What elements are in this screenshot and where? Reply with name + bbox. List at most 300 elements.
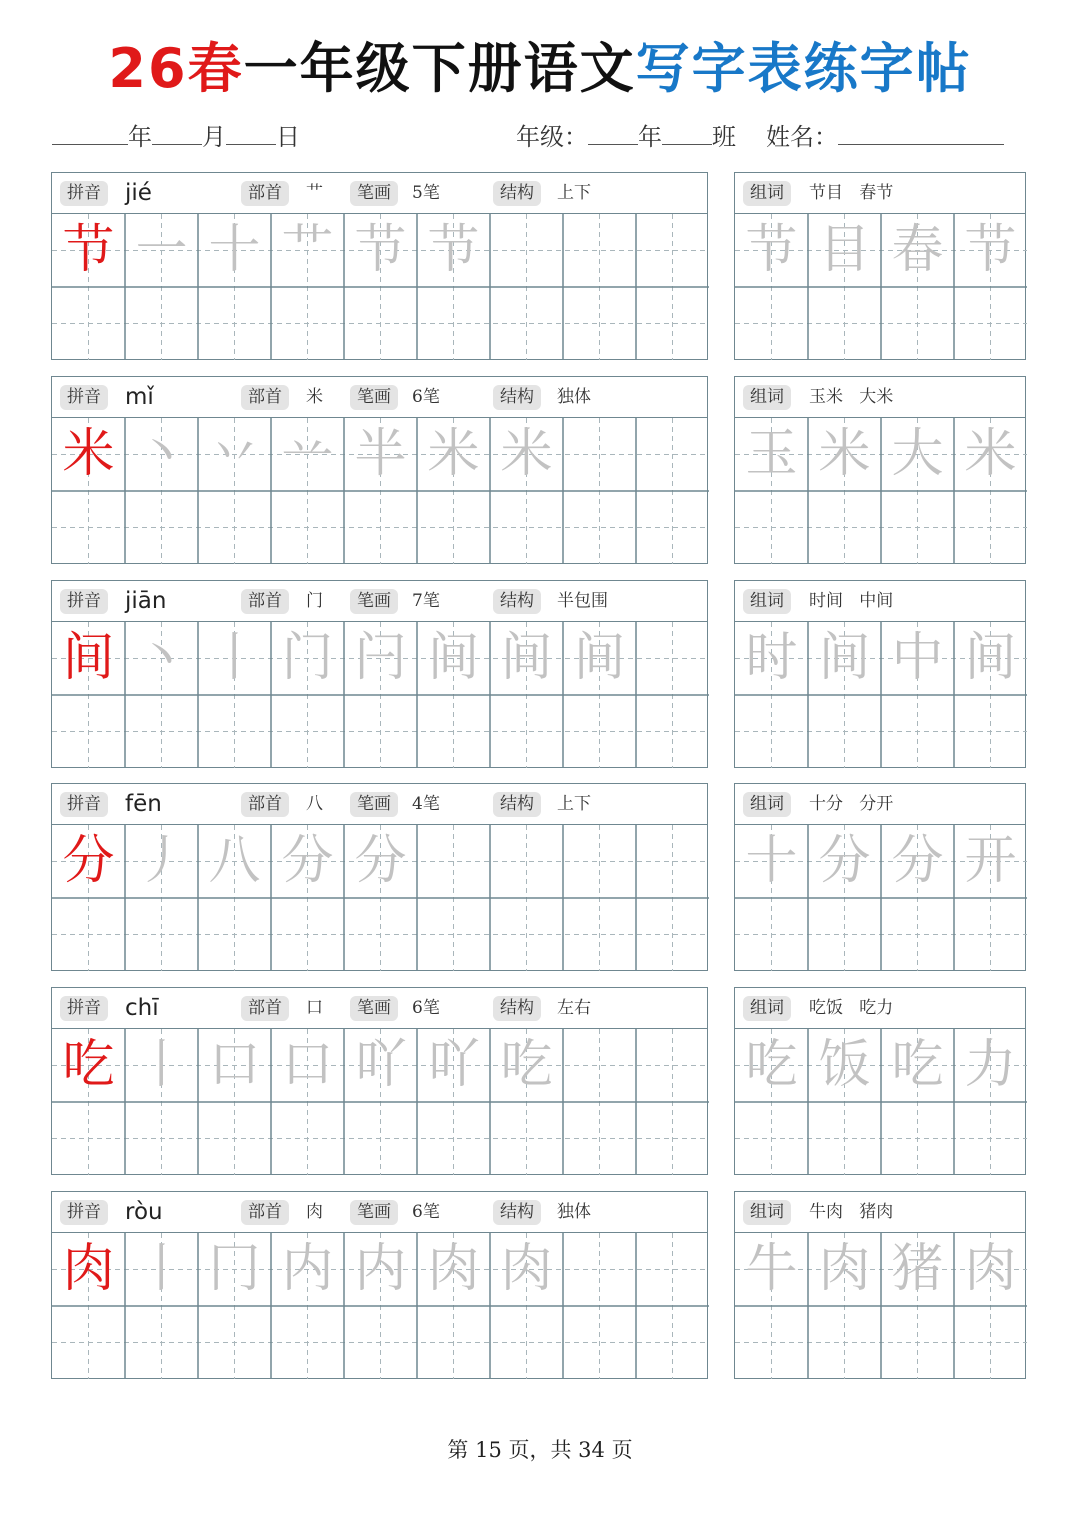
structure-tag: 结构 [493,996,541,1021]
pinyin-tag: 拼音 [60,385,108,410]
word-trace-cell[interactable] [735,622,808,695]
day-label: 日 [276,123,300,151]
radical-tag: 部首 [241,996,289,1021]
practice-cell[interactable] [490,825,563,898]
practice-cell[interactable] [636,1306,709,1379]
practice-cell[interactable] [271,491,344,564]
word-info-row [735,581,1025,622]
practice-cell[interactable] [954,1102,1027,1175]
practice-cell[interactable] [563,825,636,898]
practice-cell[interactable] [808,491,881,564]
words-value: 牛肉 猪肉 [809,1202,894,1222]
stroke-order-cell[interactable] [198,622,271,695]
practice-cell[interactable] [198,898,271,971]
practice-cell[interactable] [52,1102,125,1175]
practice-cell[interactable] [881,491,954,564]
practice-cell[interactable] [198,695,271,768]
stroke-order-cell[interactable] [344,622,417,695]
grade-label: 年级： [516,123,588,151]
trace-character: 米 [427,424,480,484]
pinyin-value: jiān [125,588,167,614]
practice-cell[interactable] [125,898,198,971]
practice-cell[interactable] [563,1306,636,1379]
practice-cell[interactable] [344,287,417,360]
practice-cell[interactable] [417,898,490,971]
practice-cell[interactable] [52,898,125,971]
practice-cell[interactable] [125,491,198,564]
word-trace-cell[interactable] [954,418,1027,491]
structure-value: 上下 [557,183,591,203]
practice-cell[interactable] [954,1306,1027,1379]
structure-tag: 结构 [493,1200,541,1225]
words-tag: 组词 [743,1200,791,1225]
practice-cell[interactable] [808,1102,881,1175]
practice-cell[interactable] [490,1306,563,1379]
practice-cell[interactable] [636,898,709,971]
word-practice-block [734,580,1026,768]
word-writing-grid [735,418,1025,563]
word-trace-cell[interactable] [808,622,881,695]
word-trace-cell[interactable] [881,1029,954,1102]
writing-grid [52,1029,707,1174]
trace-character: 丨 [135,1239,188,1299]
structure-tag: 结构 [493,589,541,614]
practice-cell[interactable] [563,1029,636,1102]
trace-character: 丶 [135,424,188,484]
practice-cell[interactable] [636,1029,709,1102]
stroke-order-cell[interactable] [271,622,344,695]
word-trace-cell[interactable] [881,1233,954,1306]
word-trace-cell[interactable] [954,1029,1027,1102]
practice-cell[interactable] [490,1102,563,1175]
practice-cell[interactable] [417,1102,490,1175]
practice-cell[interactable] [636,287,709,360]
stroke-order-cell[interactable] [344,418,417,491]
radical-tag: 部首 [241,385,289,410]
stroke-order-cell[interactable] [198,1029,271,1102]
practice-cell[interactable] [198,491,271,564]
pinyin-tag: 拼音 [60,1200,108,1225]
word-info-row [735,173,1025,214]
word-trace-cell[interactable] [735,1029,808,1102]
model-character-cell[interactable] [52,825,125,898]
model-character-cell[interactable] [52,1029,125,1102]
stroke-order-cell[interactable] [125,1233,198,1306]
title-part-3: 写字表练字帖 [635,37,972,100]
strokes-value: 5笔 [412,183,440,203]
practice-cell[interactable] [954,491,1027,564]
writing-grid [52,622,707,767]
character-practice-block [51,783,708,971]
stroke-order-cell[interactable] [125,418,198,491]
pinyin-value: mǐ [125,384,154,410]
practice-cell[interactable] [808,287,881,360]
trace-character: 吃 [500,1035,553,1095]
practice-cell[interactable] [52,287,125,360]
stroke-order-cell[interactable] [344,825,417,898]
radical-value: 肉 [306,1202,323,1222]
practice-cell[interactable] [563,1102,636,1175]
strokes-tag: 笔画 [350,181,398,206]
strokes-value: 6笔 [412,998,440,1018]
word-trace-cell[interactable] [881,622,954,695]
practice-cell[interactable] [52,491,125,564]
words-value: 时间 中间 [809,591,894,611]
trace-character: 内 [281,1239,334,1299]
trace-character: 节 [427,220,480,280]
word-trace-cell[interactable] [735,418,808,491]
trace-character: 时 [745,628,798,688]
word-trace-cell[interactable] [881,214,954,287]
word-trace-cell[interactable] [808,1029,881,1102]
practice-cell[interactable] [344,695,417,768]
word-trace-cell[interactable] [881,825,954,898]
practice-cell[interactable] [636,214,709,287]
trace-character: 春 [891,220,944,280]
practice-cell[interactable] [881,1306,954,1379]
stroke-order-cell[interactable] [125,622,198,695]
trace-character: 吃 [745,1035,798,1095]
practice-cell[interactable] [52,695,125,768]
trace-character: 猪 [891,1239,944,1299]
trace-character: 饭 [818,1035,871,1095]
trace-character: 米 [500,424,553,484]
name-blank[interactable] [838,122,1004,145]
word-writing-grid [735,622,1025,767]
trace-character: 目 [818,220,871,280]
model-character: 吃 [62,1035,115,1095]
practice-cell[interactable] [636,418,709,491]
trace-character: 一 [135,220,188,280]
word-trace-cell[interactable] [808,214,881,287]
strokes-value: 4笔 [412,794,440,814]
stroke-order-cell[interactable] [271,1029,344,1102]
trace-character: 肉 [818,1239,871,1299]
practice-cell[interactable] [636,491,709,564]
word-trace-cell[interactable] [735,1233,808,1306]
trace-character: 间 [500,628,553,688]
pinyin-value: ròu [125,1199,163,1225]
practice-cell[interactable] [271,1306,344,1379]
strokes-value: 6笔 [412,1202,440,1222]
trace-character: 丨 [135,1035,188,1095]
pinyin-value: chī [125,995,159,1021]
stroke-order-cell[interactable] [417,418,490,491]
practice-cell[interactable] [490,214,563,287]
trace-character: 八 [208,831,261,891]
practice-cell[interactable] [417,1306,490,1379]
stroke-order-cell[interactable] [344,1029,417,1102]
structure-value: 左右 [557,998,591,1018]
model-character-cell[interactable] [52,1233,125,1306]
trace-character: 吖 [354,1035,407,1095]
practice-cell[interactable] [563,214,636,287]
trace-character: 肉 [500,1239,553,1299]
stroke-order-cell[interactable] [490,418,563,491]
word-trace-cell[interactable] [808,825,881,898]
character-practice-block [51,580,708,768]
practice-cell[interactable] [636,825,709,898]
words-value: 玉米 大米 [809,387,894,407]
word-info-row [735,1192,1025,1233]
month-label: 月 [202,123,226,151]
date-line [52,120,300,154]
stroke-order-cell[interactable] [198,825,271,898]
practice-cell[interactable] [125,1306,198,1379]
stroke-order-cell[interactable] [271,214,344,287]
practice-cell[interactable] [125,287,198,360]
character-practice-block [51,376,708,564]
trace-character: 间 [818,628,871,688]
word-writing-grid [735,1233,1025,1378]
practice-cell[interactable] [735,287,808,360]
word-trace-cell[interactable] [735,825,808,898]
practice-cell[interactable] [563,695,636,768]
radical-tag: 部首 [241,1200,289,1225]
stroke-order-cell[interactable] [490,1029,563,1102]
title-part-1: 26春 [108,37,244,100]
pinyin-tag: 拼音 [60,996,108,1021]
word-trace-cell[interactable] [735,214,808,287]
practice-cell[interactable] [881,1102,954,1175]
practice-cell[interactable] [198,1306,271,1379]
practice-cell[interactable] [198,1102,271,1175]
character-info-row [52,784,707,825]
class-blank[interactable] [662,122,712,145]
stroke-order-cell[interactable] [344,214,417,287]
trace-character: 内 [354,1239,407,1299]
practice-cell[interactable] [954,898,1027,971]
practice-cell[interactable] [344,1102,417,1175]
practice-cell[interactable] [125,695,198,768]
practice-cell[interactable] [563,287,636,360]
trace-character: 玉 [745,424,798,484]
practice-cell[interactable] [490,287,563,360]
practice-cell[interactable] [563,1233,636,1306]
practice-cell[interactable] [417,287,490,360]
practice-cell[interactable] [808,1306,881,1379]
day-blank[interactable] [226,122,276,145]
page-footer: 第 15 页，共 34 页 [447,1438,633,1462]
practice-cell[interactable] [52,1306,125,1379]
stroke-order-cell[interactable] [125,214,198,287]
practice-cell[interactable] [490,491,563,564]
practice-cell[interactable] [881,695,954,768]
trace-character: 牛 [745,1239,798,1299]
practice-cell[interactable] [417,695,490,768]
trace-character: 十 [745,831,798,891]
practice-cell[interactable] [490,695,563,768]
trace-character: 半 [354,424,407,484]
character-info-row [52,173,707,214]
practice-cell[interactable] [735,695,808,768]
word-trace-cell[interactable] [881,418,954,491]
practice-cell[interactable] [881,898,954,971]
word-trace-cell[interactable] [954,1233,1027,1306]
practice-cell[interactable] [271,898,344,971]
writing-grid [52,214,707,359]
practice-cell[interactable] [735,898,808,971]
trace-character: 间 [964,628,1017,688]
word-trace-cell[interactable] [954,825,1027,898]
practice-cell[interactable] [636,695,709,768]
words-tag: 组词 [743,385,791,410]
practice-cell[interactable] [271,1102,344,1175]
word-info-row [735,988,1025,1029]
practice-cell[interactable] [417,491,490,564]
word-trace-cell[interactable] [954,214,1027,287]
practice-cell[interactable] [344,491,417,564]
words-value: 节目 春节 [809,183,894,203]
name-label: 姓名： [766,123,838,151]
stroke-order-cell[interactable] [198,214,271,287]
practice-cell[interactable] [808,898,881,971]
stroke-order-cell[interactable] [417,214,490,287]
writing-grid [52,1233,707,1378]
trace-character: 丶 [135,628,188,688]
trace-character: 大 [891,424,944,484]
trace-character: 口 [208,1035,261,1095]
stroke-order-cell[interactable] [271,1233,344,1306]
words-value: 十分 分开 [809,794,894,814]
grade-year-label: 年 [638,123,662,151]
trace-character: 米 [818,424,871,484]
practice-cell[interactable] [735,491,808,564]
model-character: 节 [62,220,115,280]
word-writing-grid [735,214,1025,359]
practice-cell[interactable] [735,1306,808,1379]
practice-cell[interactable] [808,695,881,768]
strokes-tag: 笔画 [350,792,398,817]
trace-character: 丨 [208,628,261,688]
stroke-order-cell[interactable] [344,1233,417,1306]
practice-cell[interactable] [563,491,636,564]
structure-tag: 结构 [493,792,541,817]
trace-character: 吃 [891,1035,944,1095]
month-blank[interactable] [152,122,202,145]
trace-character: 吖 [427,1035,480,1095]
stroke-order-cell[interactable] [271,825,344,898]
student-info-line [516,120,1004,154]
practice-cell[interactable] [344,1306,417,1379]
stroke-order-cell[interactable] [417,1233,490,1306]
model-character-cell[interactable] [52,622,125,695]
character-practice-block [51,172,708,360]
character-practice-block [51,987,708,1175]
trace-character: 节 [354,220,407,280]
stroke-order-cell[interactable] [198,1233,271,1306]
stroke-order-cell[interactable] [417,622,490,695]
stroke-order-cell[interactable] [490,1233,563,1306]
trace-character: 艹 [281,220,334,280]
trace-character: 分 [891,831,944,891]
radical-value: 口 [306,998,323,1018]
trace-character: 䒑 [281,424,334,484]
word-trace-cell[interactable] [954,622,1027,695]
character-practice-block [51,1191,708,1379]
stroke-order-cell[interactable] [490,622,563,695]
year-blank[interactable] [52,122,128,145]
practice-cell[interactable] [636,1233,709,1306]
model-character-cell[interactable] [52,418,125,491]
model-character: 米 [62,424,115,484]
practice-cell[interactable] [636,1102,709,1175]
trace-character: 开 [964,831,1017,891]
stroke-order-cell[interactable] [125,1029,198,1102]
structure-tag: 结构 [493,385,541,410]
practice-cell[interactable] [271,695,344,768]
trace-character: 十 [208,220,261,280]
stroke-order-cell[interactable] [198,418,271,491]
practice-cell[interactable] [271,287,344,360]
grade-blank[interactable] [588,122,638,145]
model-character: 分 [62,831,115,891]
pinyin-tag: 拼音 [60,589,108,614]
word-writing-grid [735,825,1025,970]
radical-value: 艹 [306,183,323,203]
practice-cell[interactable] [490,898,563,971]
trace-character: 分 [818,831,871,891]
strokes-tag: 笔画 [350,589,398,614]
word-trace-cell[interactable] [808,1233,881,1306]
strokes-value: 7笔 [412,591,440,611]
practice-cell[interactable] [417,825,490,898]
trace-character: 闩 [354,628,407,688]
stroke-order-cell[interactable] [563,622,636,695]
words-tag: 组词 [743,589,791,614]
class-label: 班 [712,123,736,151]
pinyin-value: jié [125,180,152,206]
word-practice-block [734,172,1026,360]
trace-character: 间 [427,628,480,688]
practice-cell[interactable] [954,695,1027,768]
stroke-order-cell[interactable] [417,1029,490,1102]
trace-character: 力 [964,1035,1017,1095]
pinyin-tag: 拼音 [60,181,108,206]
practice-cell[interactable] [636,622,709,695]
practice-cell[interactable] [563,418,636,491]
page-title [0,34,1080,104]
pinyin-tag: 拼音 [60,792,108,817]
stroke-order-cell[interactable] [125,825,198,898]
word-info-row [735,377,1025,418]
radical-tag: 部首 [241,589,289,614]
strokes-tag: 笔画 [350,1200,398,1225]
words-tag: 组词 [743,792,791,817]
model-character-cell[interactable] [52,214,125,287]
model-character: 肉 [62,1239,115,1299]
word-trace-cell[interactable] [808,418,881,491]
words-tag: 组词 [743,181,791,206]
strokes-value: 6笔 [412,387,440,407]
word-practice-block [734,783,1026,971]
stroke-order-cell[interactable] [271,418,344,491]
practice-cell[interactable] [735,1102,808,1175]
word-practice-block [734,376,1026,564]
radical-value: 门 [306,591,323,611]
practice-cell[interactable] [125,1102,198,1175]
radical-tag: 部首 [241,181,289,206]
practice-cell[interactable] [954,287,1027,360]
practice-cell[interactable] [881,287,954,360]
character-info-row [52,988,707,1029]
practice-cell[interactable] [198,287,271,360]
radical-value: 八 [306,794,323,814]
radical-value: 米 [306,387,323,407]
practice-cell[interactable] [344,898,417,971]
trace-character: 节 [964,220,1017,280]
practice-cell[interactable] [563,898,636,971]
